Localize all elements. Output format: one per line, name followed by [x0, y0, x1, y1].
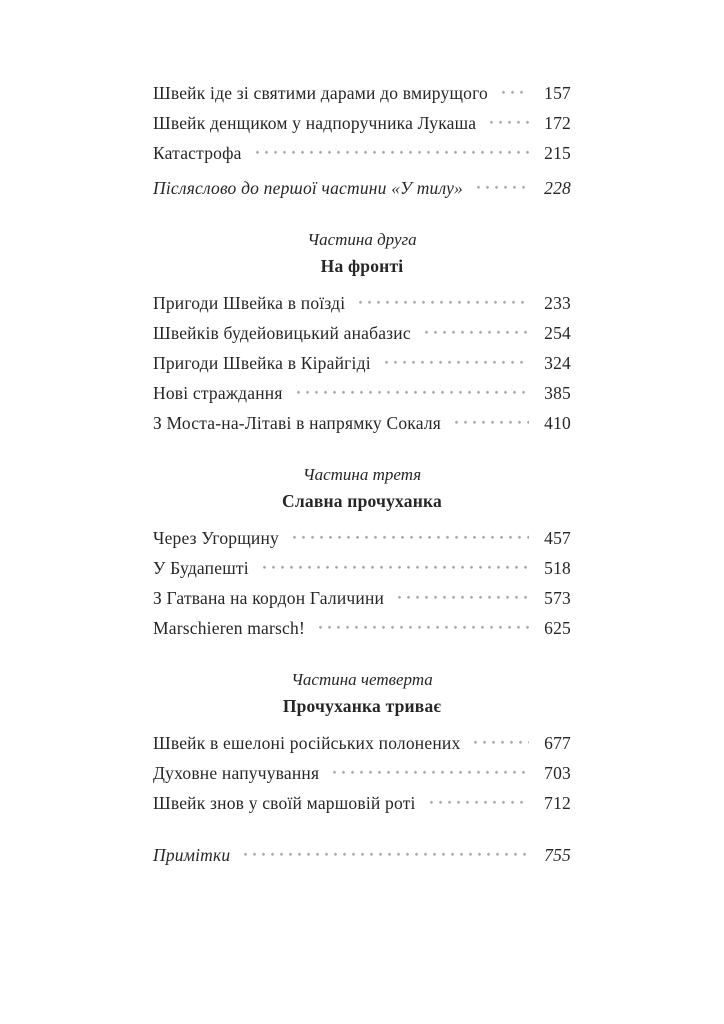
toc-entry-row[interactable] [153, 318, 571, 348]
toc-entry-page: 385 [544, 383, 571, 403]
toc-entry-title: Нові страждання [153, 383, 283, 403]
toc-entry-title: Швейків будейовицький анабазис [153, 323, 411, 343]
toc-notes-row[interactable] [153, 840, 571, 870]
toc-entry-title: Швейк в ешелоні російських полонених [153, 733, 461, 753]
toc-entry-page: 410 [544, 413, 571, 433]
toc-entry-title: Пригоди Швейка в поїзді [153, 293, 346, 313]
part-label: Частина третя [302, 465, 422, 484]
toc-entry-title: Через Угорщину [153, 528, 280, 548]
toc-entry-title: З Моста-на-Літаві в напрямку Сокаля [153, 413, 442, 433]
toc-entry-title: Післяслово до першої частини «У тилу» [153, 178, 463, 198]
toc-entry-title: Швейк іде зі святими дарами до вмирущого [153, 83, 488, 103]
toc-entry-row[interactable] [153, 78, 571, 108]
toc-entry-row[interactable] [153, 138, 571, 168]
toc-entry-row[interactable] [153, 728, 571, 758]
toc-entry-row[interactable] [153, 553, 571, 583]
toc-entry-page: 172 [544, 113, 571, 133]
toc-entry-page: 215 [544, 143, 571, 163]
toc-entry-title: Marschieren marsch! [153, 618, 305, 638]
toc-entry-row[interactable] [153, 408, 571, 438]
toc-entry-row[interactable] [153, 288, 571, 318]
dot-leader [471, 736, 529, 749]
dot-leader [260, 561, 529, 574]
toc-entry-page: 324 [544, 353, 571, 373]
part-title: Прочуханка триває [282, 696, 442, 716]
toc-entry-page: 228 [544, 178, 571, 198]
dot-leader [294, 386, 529, 399]
toc-entry-row[interactable] [153, 348, 571, 378]
toc-entry-row[interactable] [153, 523, 571, 553]
dot-leader [253, 146, 529, 159]
toc-entry-row[interactable] [153, 108, 571, 138]
part-heading [153, 227, 571, 279]
dot-leader [422, 326, 529, 339]
dot-leader [241, 848, 529, 861]
dot-leader [474, 181, 529, 194]
dot-leader [487, 116, 529, 129]
toc-entry-page: 157 [544, 83, 571, 103]
book-page [153, 0, 571, 870]
dot-leader [356, 296, 529, 309]
toc-entry-row[interactable] [153, 583, 571, 613]
toc-entry-page: 254 [544, 323, 571, 343]
dot-leader [330, 766, 529, 779]
toc-entry-page: 518 [544, 558, 571, 578]
part-heading [153, 462, 571, 514]
toc-entry-page: 625 [544, 618, 571, 638]
toc-entry-page: 712 [544, 793, 571, 813]
toc-entry-row[interactable] [153, 378, 571, 408]
dot-leader [290, 531, 529, 544]
dot-leader [452, 416, 529, 429]
toc-entry-title: Швейк знов у своїй маршовій роті [153, 793, 416, 813]
toc-entry-title: Духовне напучування [153, 763, 320, 783]
dot-leader [316, 621, 529, 634]
toc-entry-row[interactable] [153, 758, 571, 788]
toc-entry-page: 677 [544, 733, 571, 753]
toc-entry-title: З Гатвана на кордон Галичини [153, 588, 385, 608]
toc-entry-row[interactable] [153, 613, 571, 643]
dot-leader [382, 356, 529, 369]
toc-entry-title: Швейк денщиком у надпоручника Лукаша [153, 113, 477, 133]
dot-leader [427, 796, 529, 809]
part-heading [153, 667, 571, 719]
part-title: Славна прочуханка [282, 491, 442, 511]
toc-entry-title: У Будапешті [153, 558, 249, 578]
dot-leader [499, 86, 529, 99]
toc-entry-row[interactable] [153, 788, 571, 818]
toc-entry-page: 755 [544, 845, 571, 865]
toc-entry-page: 703 [544, 763, 571, 783]
part-title: На фронті [320, 256, 404, 276]
part-label: Частина друга [307, 230, 417, 249]
toc-entry-title: Примітки [153, 845, 231, 865]
part-label: Частина четверта [291, 670, 433, 689]
toc-afterword-row[interactable] [153, 173, 571, 203]
dot-leader [395, 591, 529, 604]
toc-entry-page: 457 [544, 528, 571, 548]
toc-entry-title: Пригоди Швейка в Кірайгіді [153, 353, 371, 373]
toc-entry-title: Катастрофа [153, 143, 242, 163]
toc-entry-page: 573 [544, 588, 571, 608]
toc-entry-page: 233 [544, 293, 571, 313]
